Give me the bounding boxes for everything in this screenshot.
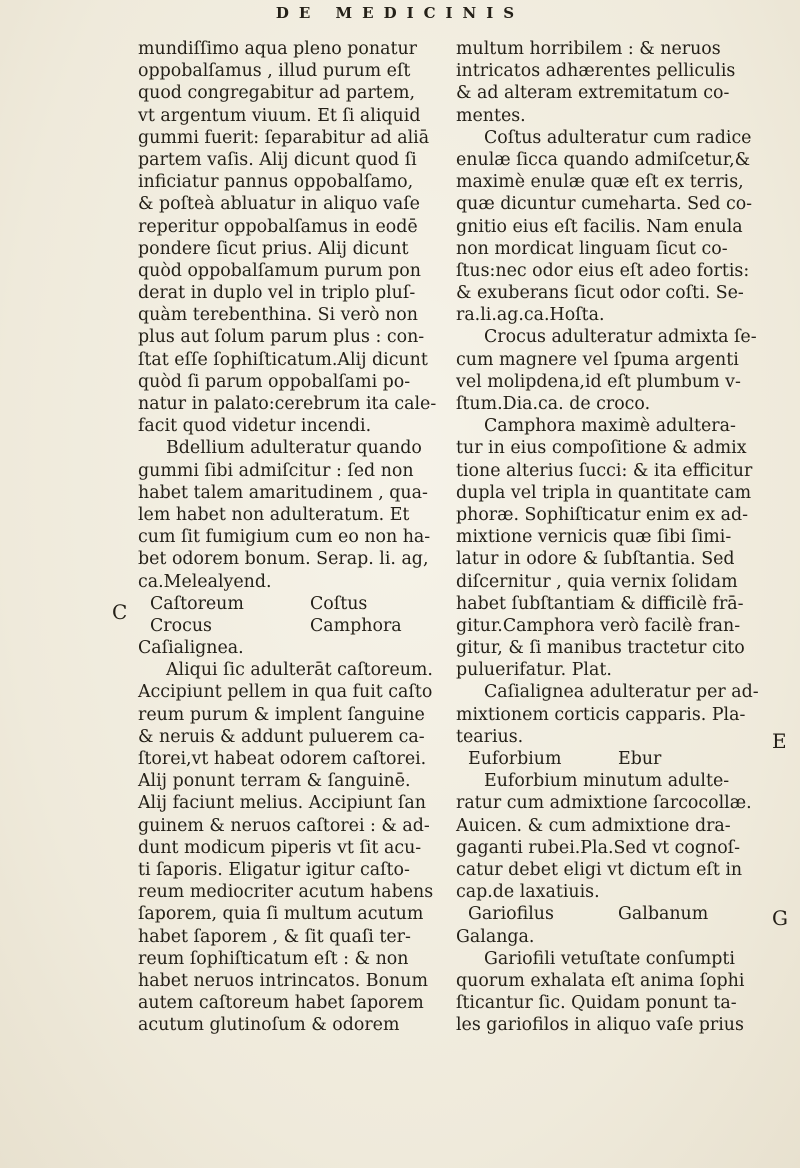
text-line: pondere ſicut prius. Alij dicunt	[138, 238, 409, 259]
text-line: lem habet non adulteratum. Et	[138, 504, 410, 525]
text-line: Euforbium minutum adulte-	[484, 771, 730, 792]
text-line: mundiſſimo aqua pleno ponatur	[138, 39, 417, 59]
text-line: catur debet eligi vt dictum eſt in	[456, 859, 743, 880]
text-line: Camphora maximè adultera-	[484, 416, 736, 437]
text-line: tione alterius ſucci: & ita efficitur	[456, 460, 753, 481]
text-line: maximè enulæ quæ eſt ex terris,	[456, 172, 744, 193]
text-line: puluerifatur. Plat.	[456, 660, 612, 681]
text-line: habet ſaporem , & ſit quaſi ter-	[138, 926, 411, 947]
text-line: & ad alteram extremitatum co-	[456, 83, 730, 104]
text-line: gaganti rubei.Pla.Sed vt cognoſ-	[456, 837, 740, 858]
text-line: enulæ ſicca quando admiſcetur,&	[456, 149, 751, 170]
text-line: guinem & neruos caſtorei : & ad-	[138, 815, 430, 836]
text-line: cum ſit fumigium cum eo non ha-	[138, 527, 431, 548]
text-line: ra.li.ag.ca.Hoſta.	[456, 305, 605, 326]
text-line: quod congregabitur ad partem,	[138, 83, 415, 104]
text-line: non mordicat linguam ſicut co-	[456, 238, 728, 259]
text-line: Aliqui ſic adulterāt caſtoreum.	[166, 660, 433, 681]
text-line: autem caſtoreum habet ſaporem	[138, 993, 424, 1014]
text-line: phoræ. Sophiſticatur enim ex ad-	[456, 504, 748, 525]
text-line: Gariofili vetuſtate conſumpti	[484, 948, 735, 969]
text-line: mixtionem corticis capparis. Pla-	[456, 704, 746, 725]
text-line: & poſteà abluatur in aliquo vaſe	[138, 194, 420, 215]
text-line: bet odorem bonum. Serap. li. ag,	[138, 549, 429, 570]
text-line: tur in eius compoſitione & admix	[456, 438, 747, 459]
right-column	[456, 38, 759, 1036]
heading-crocus: Crocus	[150, 615, 212, 636]
text-line: derat in duplo vel in triplo pluſ-	[138, 283, 416, 304]
text-line: reperitur oppobalſamus in eodē	[138, 216, 418, 237]
margin-letter-c: C	[112, 600, 128, 624]
text-line: Bdellium adulteratur quando	[166, 438, 422, 459]
text-line: ſtus:nec odor eius eſt adeo fortis:	[456, 260, 750, 281]
text-line: cap.de laxatiuis.	[456, 882, 600, 903]
text-line: ſaporem, quia ſi multum acutum	[138, 904, 424, 925]
text-line: multum horribilem : & neruos	[456, 39, 721, 59]
text-line: cum magnere vel ſpuma argenti	[456, 349, 739, 370]
running-header: DE MEDICINIS	[275, 4, 525, 22]
text-line: & exuberans ſicut odor coſti. Se-	[456, 283, 744, 304]
text-line: ſtum.Dia.ca. de croco.	[456, 394, 651, 414]
text-line: les gariofilos in aliquo vaſe prius	[456, 1015, 744, 1036]
text-line: mixtione vernicis quæ ſibi ſimi-	[456, 527, 732, 548]
text-line: habet neruos intrincatos. Bonum	[138, 970, 428, 991]
text-line: Auicen. & cum admixtione dra-	[456, 815, 731, 836]
text-line: gnitio eius eſt facilis. Nam enula	[456, 216, 743, 237]
margin-letter-e: E	[772, 729, 787, 753]
text-line: partem vaſis. Alij dicunt quod ſi	[138, 149, 417, 170]
text-line: ſticantur ſic. Quidam ponunt ta-	[456, 993, 737, 1014]
text-line: ca.Melealyend.	[138, 571, 272, 592]
text-line: mentes.	[456, 105, 526, 126]
text-line: quòd ſi parum oppobalſami po-	[138, 371, 411, 392]
text-line: Caſialignea adulteratur per ad-	[484, 682, 759, 703]
heading-euforbium: Euforbium	[468, 749, 562, 769]
heading-costus: Coſtus	[310, 593, 368, 614]
text-line: facit quod videtur incendi.	[138, 416, 372, 437]
text-line: gummi ſibi admiſcitur : ſed non	[138, 460, 414, 481]
text-line: tearius.	[456, 726, 524, 747]
text-line: ratur cum admixtione ſarcocollæ.	[456, 793, 752, 814]
text-line: ſtat eſſe ſophiſticatum.Alij dicunt	[138, 349, 428, 370]
text-line: gummi fuerit: ſeparabitur ad aliā	[138, 127, 430, 148]
text-line: Crocus adulteratur admixta ſe-	[484, 327, 757, 348]
heading-pair	[456, 903, 746, 925]
text-line: diſcernitur , quia vernix ſolidam	[456, 571, 738, 592]
heading-castoreum: Caſtoreum	[150, 593, 244, 614]
text-line: plus aut ſolum parum plus : con-	[138, 327, 425, 348]
heading-camphora: Camphora	[310, 615, 402, 636]
heading-galbanum: Galbanum	[618, 904, 709, 925]
text-line: latur in odore & ſubſtantia. Sed	[456, 549, 735, 570]
text-line: acutum glutinoſum & odorem	[138, 1015, 400, 1036]
text-line: Coſtus adulteratur cum radice	[484, 127, 752, 148]
heading-gariofilus: Gariofilus	[468, 904, 554, 925]
text-line: & neruis & addunt puluerem ca-	[138, 726, 425, 747]
heading-galanga: Galanga.	[456, 926, 535, 947]
heading-pair	[456, 748, 746, 770]
heading-pair	[138, 615, 444, 637]
text-line: habet ſubſtantiam & difficilè frā-	[456, 593, 744, 614]
heading-ebur: Ebur	[618, 749, 662, 769]
heading-casialignea: Caſialignea.	[138, 638, 244, 659]
heading-pair	[138, 637, 444, 659]
text-line: natur in palato:cerebrum ita cale-	[138, 394, 437, 414]
text-line: quàm terebenthina. Si verò non	[138, 305, 418, 326]
text-line: vt argentum viuum. Et ſi aliquid	[138, 105, 421, 126]
text-line: reum mediocriter acutum habens	[138, 882, 434, 903]
text-line: Alij faciunt melius. Accipiunt ſan	[138, 793, 426, 814]
text-line: habet talem amaritudinem , qua-	[138, 482, 428, 503]
heading-pair	[456, 926, 746, 948]
text-line: reum purum & implent ſanguine	[138, 704, 425, 725]
text-line: Accipiunt pellem in qua fuit caſto	[138, 682, 433, 703]
text-line: dupla vel tripla in quantitate cam	[456, 482, 752, 503]
text-line: oppobalſamus , illud purum eſt	[138, 61, 411, 82]
text-line: intricatos adhærentes pelliculis	[456, 61, 736, 82]
text-line: vel molipdena,id eſt plumbum v-	[456, 371, 741, 392]
text-line: gitur, & ſi manibus tractetur cito	[456, 638, 745, 659]
margin-letter-g: G	[772, 906, 788, 930]
text-line: dunt modicum piperis vt ſit acu-	[138, 837, 422, 858]
text-line: ti ſaporis. Eligatur igitur caſto-	[138, 859, 410, 880]
left-column	[138, 38, 444, 1036]
text-line: inficiatur pannus oppobalſamo,	[138, 172, 414, 193]
text-line: ſtorei,vt habeat odorem caſtorei.	[138, 749, 427, 770]
heading-pair	[138, 593, 444, 615]
text-line: gitur.Camphora verò facilè fran-	[456, 615, 741, 636]
text-line: quorum exhalata eſt anima ſophi	[456, 970, 745, 991]
text-line: Alij ponunt terram & ſanguinē.	[138, 771, 411, 792]
text-line: reum ſophiſticatum eſt : & non	[138, 948, 409, 969]
text-line: quæ dicuntur cumeharta. Sed co-	[456, 194, 753, 215]
text-line: quòd oppobalſamum purum pon	[138, 260, 421, 281]
